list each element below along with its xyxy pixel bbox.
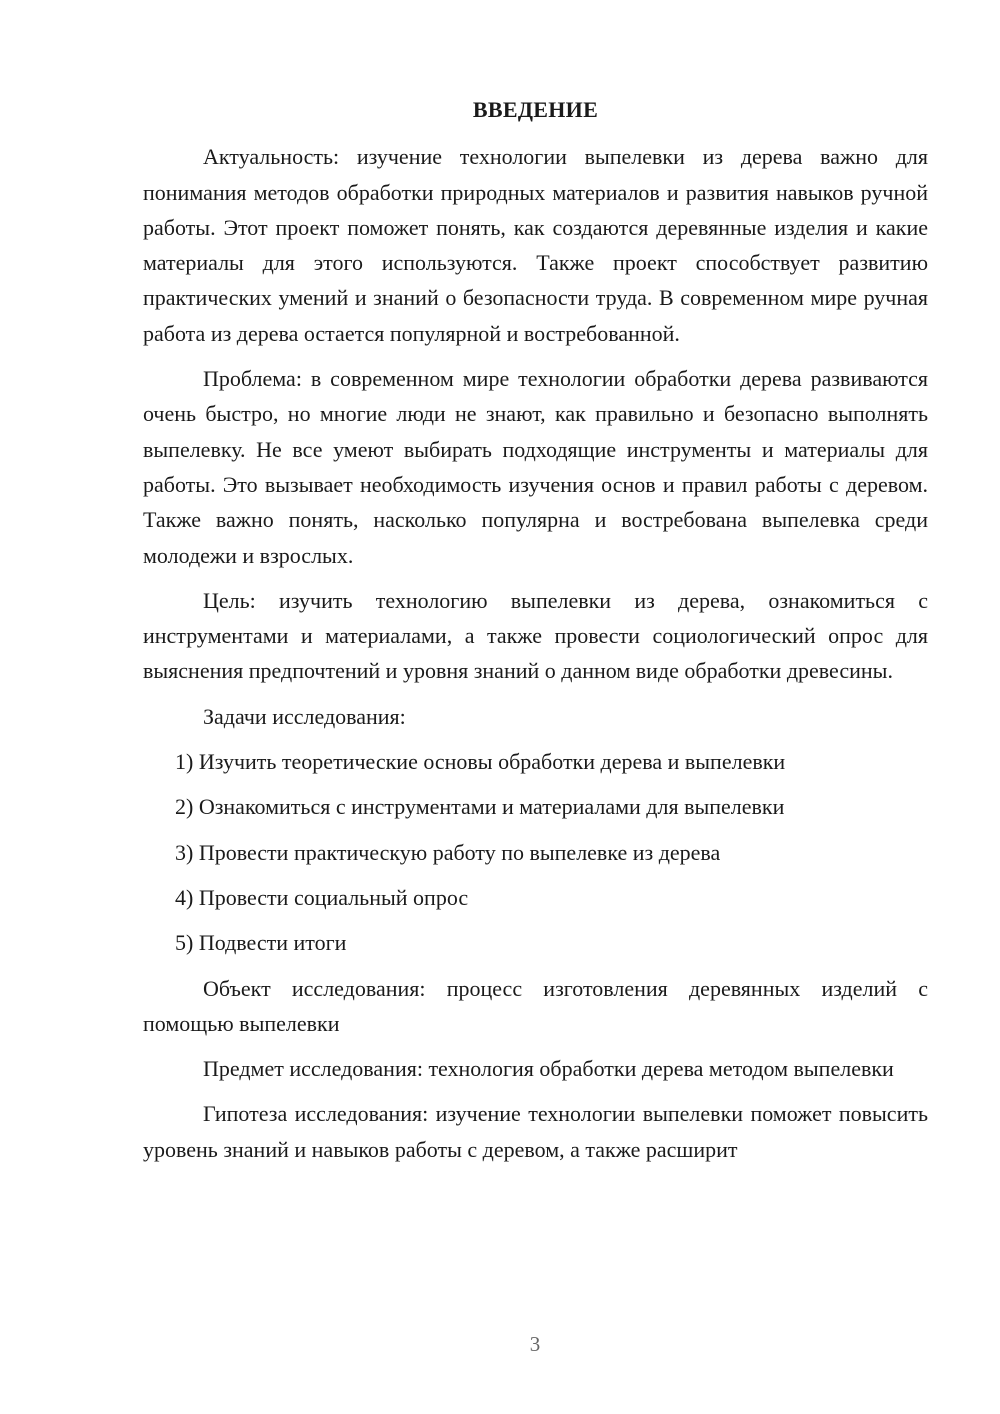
task-item: 4) Провести социальный опрос	[175, 884, 469, 910]
task-item: 1) Изучить теоретические основы обработки дерева и выпелевки	[175, 749, 786, 775]
paragraph-object: Объект исследования: процесс изготовления деревянных изделий с помощью выпелевки	[143, 975, 928, 1036]
paragraph-hypothesis: Гипотеза исследования: изучение технологии выпелевки поможет повысить уровень знаний и навыков работы с деревом, а также расширит	[143, 1101, 928, 1162]
task-item: 5) Подвести итоги	[175, 930, 347, 956]
task-item: 3) Провести практическую работу по выпелевке из дерева	[175, 839, 721, 865]
paragraph-subject: Предмет исследования: технология обработки дерева методом выпелевки	[203, 1056, 894, 1082]
page-content	[143, 92, 928, 1177]
page-number: 3	[529, 1332, 541, 1356]
paragraph-relevance: Актуальность: изучение технологии выпелевки из дерева важно для понимания методов обработки природных материалов и развития навыков ручной работы. Этот проект поможет понять, как создаются деревянные изделия и какие материалы для этого используются. Также проект способствует развитию практических умений и знаний о безопасности труда. В современном мире ручная работа из дерева остается популярной и востребованной.	[143, 144, 928, 346]
tasks-title: Задачи исследования:	[203, 703, 406, 729]
paragraph-problem: Проблема: в современном мире технологии обработки дерева развиваются очень быстро, но многие люди не знают, как правильно и безопасно выполнять выпелевку. Не все умеют выбирать подходящие инструменты и материалы для работы. Это вызывает необходимость изучения основ и правил работы с деревом. Также важно понять, насколько популярна и востребована выпелевка среди молодежи и взрослых.	[143, 366, 928, 568]
task-item: 2) Ознакомиться с инструментами и материалами для выпелевки	[175, 794, 785, 820]
paragraph-goal: Цель: изучить технологию выпелевки из дерева, ознакомиться с инструментами и материалами, а также провести социологический опрос для выяснения предпочтений и уровня знаний о данном виде обработки древесины.	[143, 587, 928, 684]
section-heading: ВВЕДЕНИЕ	[472, 97, 599, 122]
tasks-list	[143, 744, 928, 960]
